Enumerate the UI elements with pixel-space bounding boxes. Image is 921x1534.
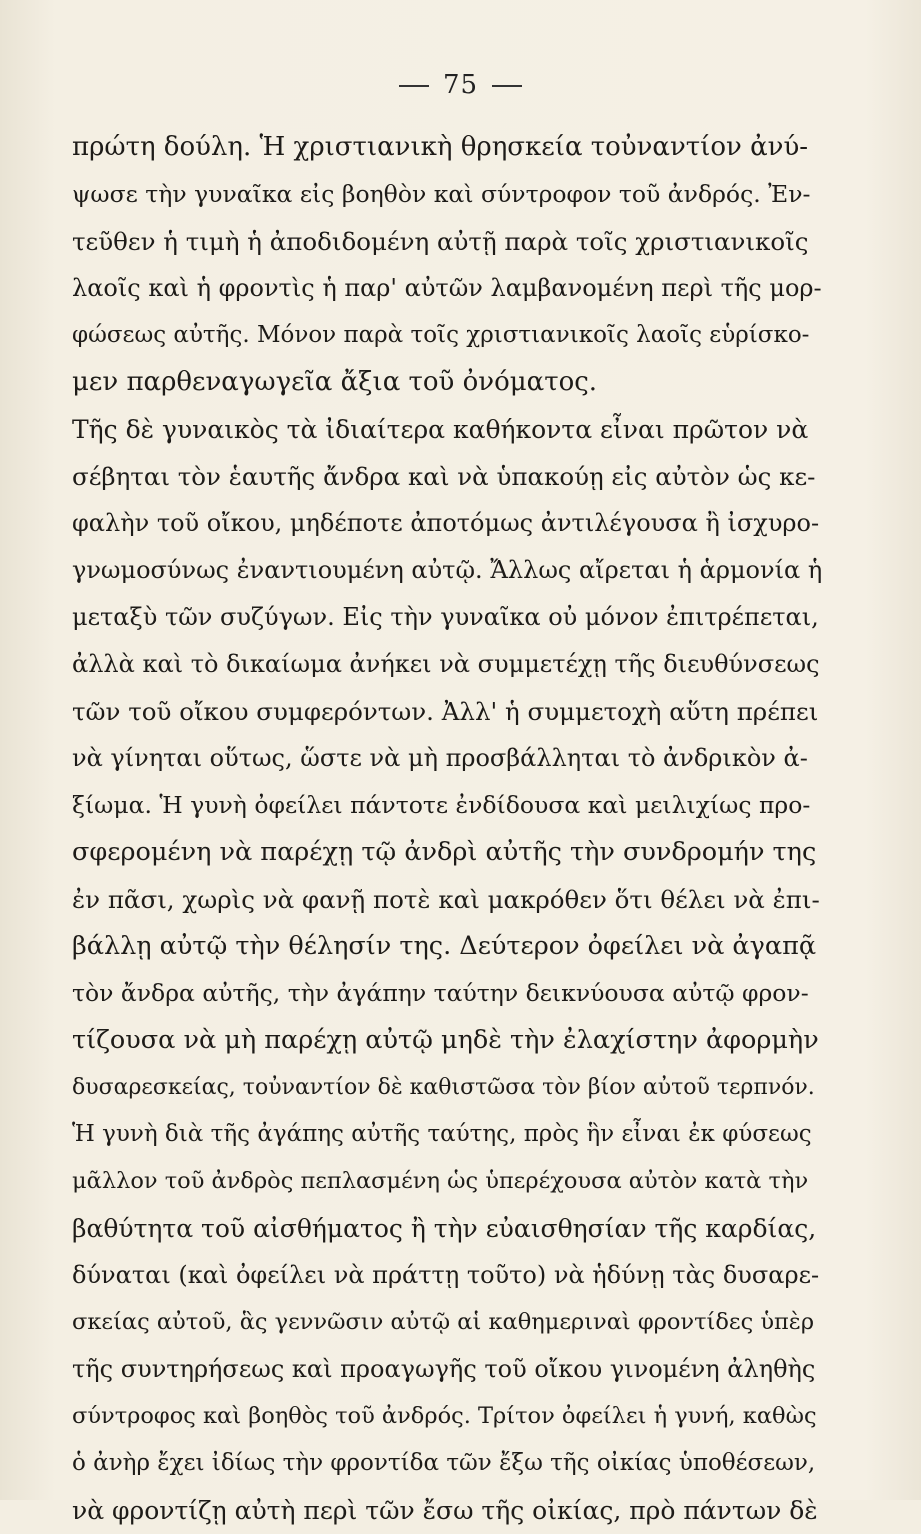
text-line: Τῆς δὲ γυναικὸς τὰ ἰδιαίτερα καθήκοντα εἶναι πρῶτον νὰ — [72, 415, 809, 444]
text-line: μᾶλλον τοῦ ἀνδρὸς πεπλασμένη ὡς ὑπερέχουσα αὐτὸν κατὰ τὴν — [72, 1168, 809, 1194]
text-line: σφερομένη νὰ παρέχῃ τῷ ἀνδρὶ αὐτῆς τὴν συνδρομήν της — [72, 837, 817, 867]
text-line: φαλὴν τοῦ οἴκου, μηδέποτε ἀποτόμως ἀντιλέγουσα ἢ ἰσχυρο- — [72, 509, 820, 537]
text-line: ξίωμα. Ἡ γυνὴ ὀφείλει πάντοτε ἐνδίδουσα καὶ μειλιχίως προ- — [72, 791, 811, 819]
text-line: βάλλῃ αὐτῷ τὴν θέλησίν της. Δεύτερον ὀφείλει νὰ ἀγαπᾷ — [72, 931, 817, 961]
text-line: Ἡ γυνὴ διὰ τῆς ἀγάπης αὐτῆς ταύτης, πρὸς ἣν εἶναι ἐκ φύσεως — [72, 1121, 812, 1147]
text-line: σέβηται τὸν ἑαυτῆς ἄνδρα καὶ νὰ ὑπακούῃ εἰς αὐτὸν ὡς κε- — [72, 462, 816, 491]
text-line: σκείας αὐτοῦ, ἃς γεννῶσιν αὐτῷ αἱ καθημεριναὶ φροντίδες ὑπὲρ — [72, 1309, 815, 1335]
page-number: 75 — [442, 70, 479, 100]
body-text — [72, 124, 822, 1534]
text-line: νὰ φροντίζῃ αὐτὴ περὶ τῶν ἔσω τῆς οἰκίας, πρὸ πάντων δὲ — [72, 1496, 818, 1525]
text-line: ἐν πᾶσι, χωρὶς νὰ φανῇ ποτὲ καὶ μακρόθεν ὅτι θέλει νὰ ἐπι- — [72, 885, 820, 914]
text-line: βαθύτητα τοῦ αἰσθήματος ἢ τὴν εὐαισθησίαν τῆς καρδίας, — [72, 1214, 817, 1243]
text-line: πρώτη δούλη. Ἡ χριστιανικὴ θρησκεία τοὐναντίον ἀνύ- — [72, 132, 809, 162]
right-dash — [492, 85, 522, 87]
text-line: τῆς συντηρήσεως καὶ προαγωγῆς τοῦ οἴκου γινομένη ἀληθὴς — [72, 1355, 816, 1383]
text-line: δύναται (καὶ ὀφείλει νὰ πράττῃ τοῦτο) νὰ ἡδύνῃ τὰς δυσαρε- — [72, 1261, 820, 1289]
text-line: γνωμοσύνως ἐναντιουμένη αὐτῷ. Ἄλλως αἴρεται ἡ ἁρμονία ἡ — [72, 556, 822, 584]
text-line: σύντροφος καὶ βοηθὸς τοῦ ἀνδρός. Τρίτον ὀφείλει ἡ γυνή, καθὼς — [72, 1403, 817, 1429]
text-line: μεν παρθεναγωγεῖα ἄξια τοῦ ὀνόματος. — [72, 367, 598, 397]
text-line: ὁ ἀνὴρ ἔχει ἰδίως τὴν φροντίδα τῶν ἔξω τῆς οἰκίας ὑποθέσεων, — [72, 1450, 816, 1476]
text-line: λαοῖς καὶ ἡ φροντὶς ἡ παρ' αὐτῶν λαμβανομένη περὶ τῆς μορ- — [72, 274, 822, 302]
text-line: τεῦθεν ἡ τιμὴ ἡ ἀποδιδομένη αὐτῇ παρὰ τοῖς χριστιανικοῖς — [72, 227, 809, 256]
text-line: δυσαρεσκείας, τοὐναντίον δὲ καθιστῶσα τὸν βίον αὐτοῦ τερπνόν. — [72, 1075, 815, 1100]
text-line: μεταξὺ τῶν συζύγων. Εἰς τὴν γυναῖκα οὐ μόνον ἐπιτρέπεται, — [72, 603, 819, 631]
text-line: νὰ γίνηται οὕτως, ὥστε νὰ μὴ προσβάλληται τὸ ἀνδρικὸν ἀ- — [72, 744, 808, 772]
left-dash — [399, 85, 429, 87]
text-line: τίζουσα νὰ μὴ παρέχῃ αὐτῷ μηδὲ τὴν ἐλαχίστην ἀφορμὴν — [72, 1025, 819, 1055]
text-line: φώσεως αὐτῆς. Μόνον παρὰ τοῖς χριστιανικοῖς λαοῖς εὑρίσκο- — [72, 322, 810, 348]
text-line: ἀλλὰ καὶ τὸ δικαίωμα ἀνήκει νὰ συμμετέχῃ τῆς διευθύνσεως — [72, 650, 820, 678]
page-number-header — [0, 70, 921, 100]
text-line: ψωσε τὴν γυναῖκα εἰς βοηθὸν καὶ σύντροφον τοῦ ἀνδρός. Ἐν- — [72, 180, 811, 208]
text-line: τὸν ἄνδρα αὐτῆς, τὴν ἀγάπην ταύτην δεικνύουσα αὐτῷ φρον- — [72, 979, 809, 1007]
text-line: τῶν τοῦ οἴκου συμφερόντων. Ἀλλ' ἡ συμμετοχὴ αὕτη πρέπει — [72, 697, 819, 726]
